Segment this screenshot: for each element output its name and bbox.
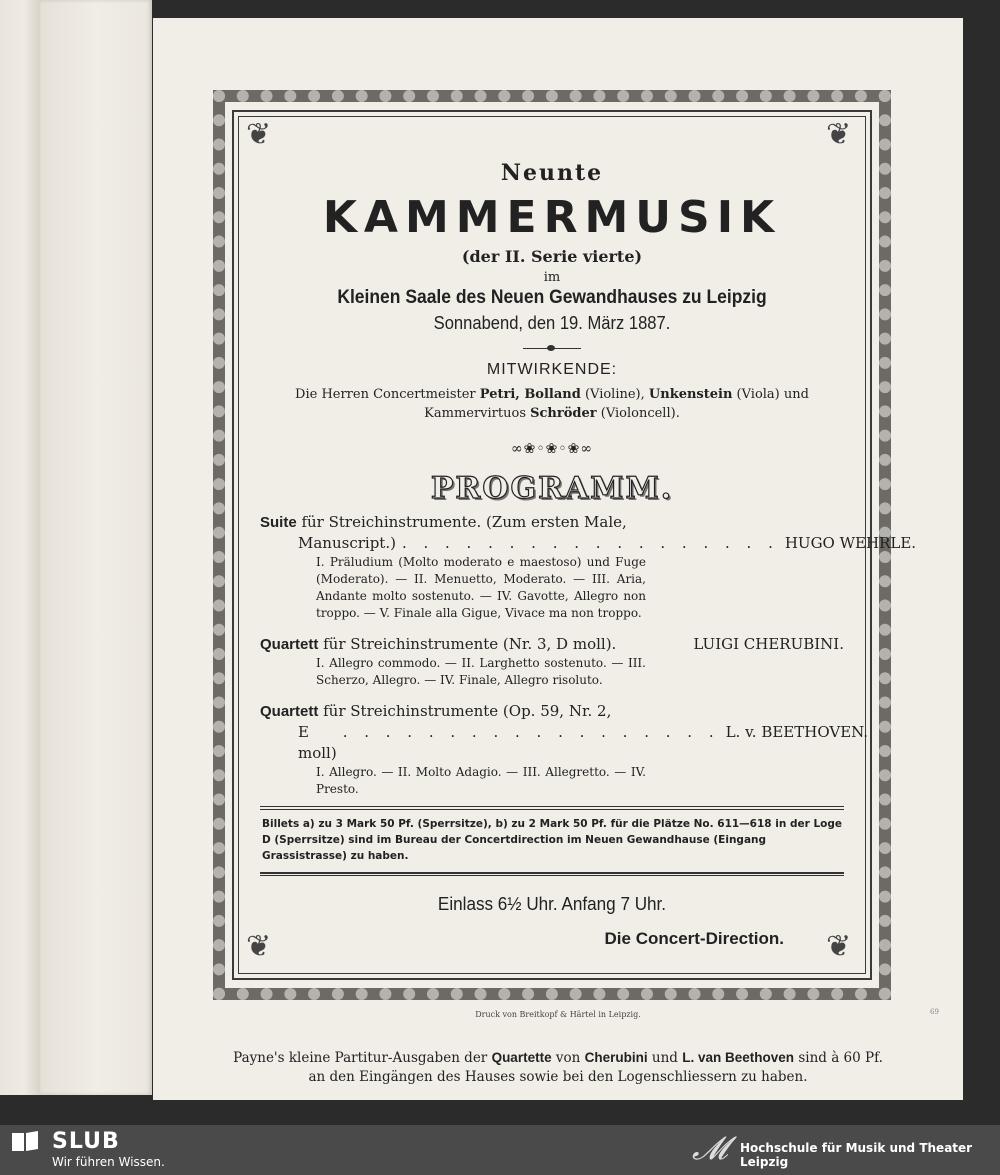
performer-names: Petri, Bolland	[479, 387, 581, 402]
ticket-info: Billets a) zu 3 Mark 50 Pf. (Sperrsitze), b) zu 2 Mark 50 Pf. für die Plätze No. 611—618 in der Loge D (Sperrsitze) sind im Bureau der Concertdirection im Neuen Gewandhause (Eingang Grassistrasse) zu haben.	[262, 818, 843, 862]
work-desc: für Streichinstrumente (Op. 59, Nr. 2,	[323, 702, 612, 720]
slub-name[interactable]: SLUB	[52, 1129, 120, 1154]
slub-logo-icon[interactable]	[12, 1131, 40, 1153]
footer-text: an den Eingängen des Hauses sowie bei den Logenschliessern zu haben.	[308, 1069, 808, 1085]
work-title: Suite	[260, 514, 297, 531]
performers-text: Kammervirtuos	[424, 406, 531, 421]
piece-line	[260, 512, 844, 533]
page-edge	[40, 0, 152, 1095]
corner-ornament-icon: ❦	[826, 929, 852, 964]
ornament-divider-icon: ∞❀◦❀◦❀∞	[510, 441, 594, 457]
mitwirkende-heading: MITWIRKENDE:	[486, 361, 618, 378]
performer-name: Unkenstein	[648, 387, 733, 402]
divider	[523, 348, 581, 349]
performer-name: Schröder	[530, 406, 597, 421]
corner-ornament-icon: ❦	[826, 117, 852, 152]
footer-text: sind à 60 Pf.	[794, 1050, 883, 1066]
footer-bold: L. van Beethoven	[682, 1050, 795, 1065]
composer: L. v. BEETHOVEN.	[725, 723, 869, 741]
performers-text: Die Herren Concertmeister	[295, 387, 480, 402]
piece-line	[260, 533, 917, 554]
work-title: Quartett	[260, 703, 319, 720]
movements: I. Allegro. — II. Molto Adagio. — III. Allegretto. — IV. Presto.	[316, 765, 646, 796]
venue: Kleinen Saale des Neuen Gewandhauses zu Leipzig	[337, 287, 767, 308]
footer-text: Payne's kleine Partitur-Ausgaben der	[233, 1050, 492, 1066]
composer: HUGO WEHRLE.	[784, 534, 917, 552]
programme-content	[260, 150, 917, 949]
divider	[260, 872, 844, 876]
page-title: KAMMERMUSIK	[322, 192, 782, 243]
ordinal: Neunte	[500, 160, 604, 186]
movements: I. Allegro commodo. — II. Larghetto sostenuto. — III. Scherzo, Allegro. — IV. Finale, Allegro risoluto.	[316, 656, 646, 687]
footer-text: von	[551, 1050, 585, 1066]
performers-text: (Viola) und	[732, 387, 809, 402]
work-desc: für Streichinstrumente (Nr. 3, D moll).	[323, 635, 617, 653]
programm-heading: PROGRAMM.	[430, 471, 674, 506]
concert-date: Sonnabend, den 19. März 1887.	[433, 313, 671, 333]
leader-dots: . . . . . . . . . . . . . . . . . .	[401, 534, 779, 552]
piece-line	[260, 634, 844, 655]
concert-direction: Die Concert-Direction.	[604, 929, 784, 948]
corner-ornament-icon: ❦	[246, 117, 272, 152]
footer-bold: Cherubini	[584, 1050, 648, 1065]
piece-line	[260, 722, 869, 764]
work-desc: Manuscript.)	[298, 534, 396, 552]
composer: LUIGI CHERUBINI.	[693, 635, 844, 653]
piece-line	[260, 701, 844, 722]
performers	[260, 385, 844, 423]
institution-name[interactable]: Hochschule für Musik und Theater Leipzig	[740, 1141, 973, 1169]
performers-text: (Violine),	[580, 387, 649, 402]
hmt-logo-icon[interactable]: 𝓜	[692, 1129, 728, 1167]
im-label: im	[543, 270, 561, 285]
programme-item	[260, 701, 869, 798]
viewer-footer-bar	[0, 1125, 1000, 1175]
leader-dots: . . . . . . . . . . . . . . . . . .	[342, 723, 720, 741]
footer-text: und	[647, 1050, 683, 1066]
page-number: 69	[930, 1008, 939, 1016]
admission-times: Einlass 6½ Uhr. Anfang 7 Uhr.	[437, 894, 667, 914]
performers-text: (Violoncell).	[596, 406, 680, 421]
slub-slogan: Wir führen Wissen.	[52, 1155, 165, 1169]
corner-ornament-icon: ❦	[246, 929, 272, 964]
printer-credit: Druck von Breitkopf & Härtel in Leipzig.	[475, 1010, 641, 1019]
previous-page	[0, 0, 40, 1095]
movements: I. Präludium (Molto moderato e maestoso) und Fuge (Moderato). — II. Menuetto, Moderato. — III. Aria, Andante molto sostenuto. — IV. Gavotte, Allegro non troppo. — V. Finale alla Gigue, Vivace ma non troppo.	[316, 555, 646, 620]
footer-note	[153, 1048, 963, 1087]
programme-item	[260, 512, 917, 622]
work-desc: E moll)	[298, 723, 337, 762]
work-desc: für Streichinstrumente. (Zum ersten Male,	[301, 513, 627, 531]
series-label: (der II. Serie vierte)	[461, 247, 643, 266]
programme-item	[260, 634, 844, 689]
work-title: Quartett	[260, 636, 319, 653]
footer-bold: Quartette	[491, 1050, 552, 1065]
divider	[260, 806, 844, 810]
